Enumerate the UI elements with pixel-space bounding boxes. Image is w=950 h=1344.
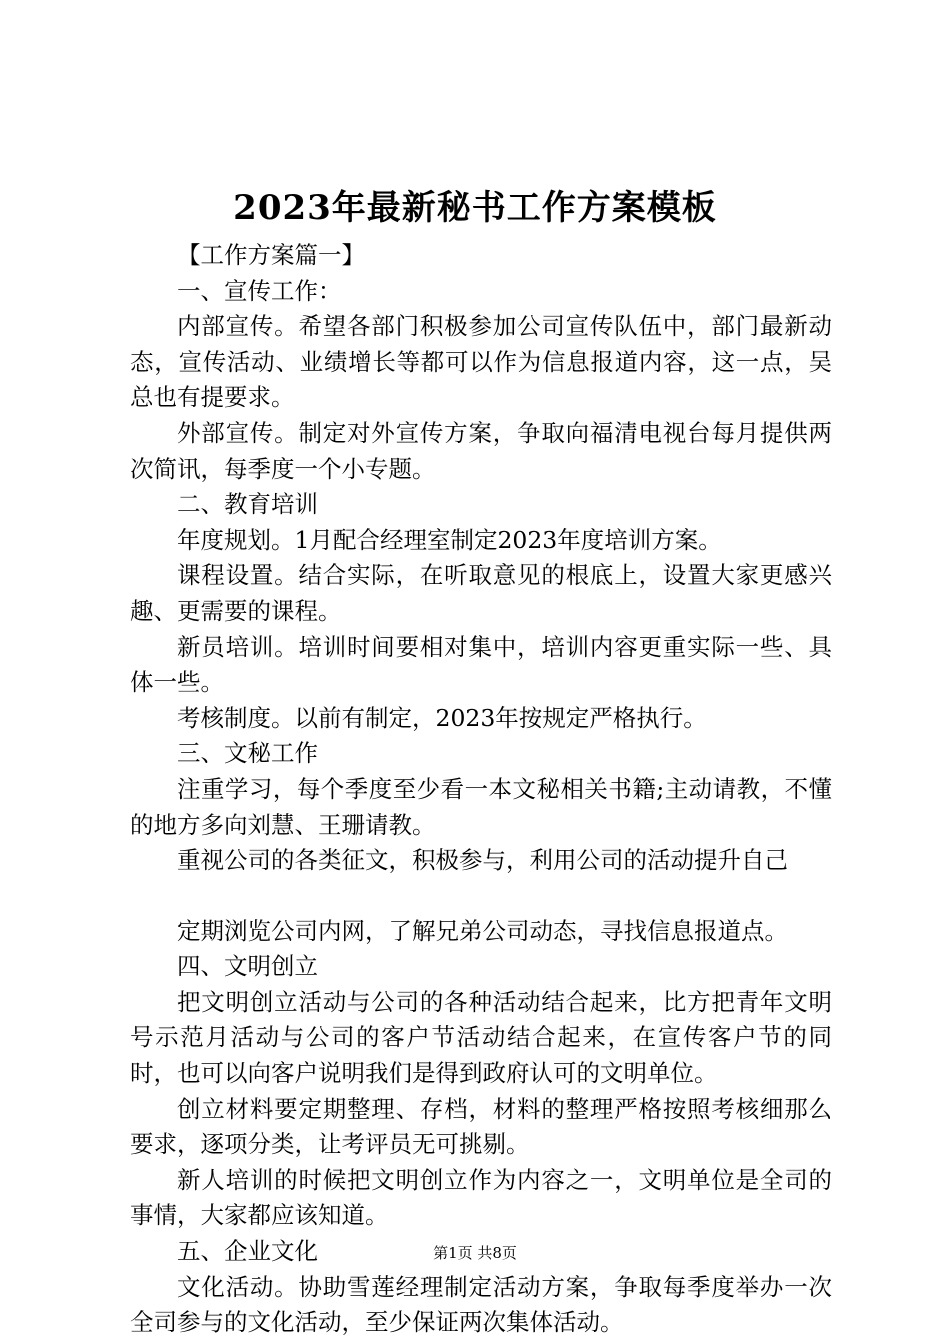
paragraph: 外部宣传。制定对外宣传方案，争取向福清电视台每月提供两次简讯，每季度一个小专题。 bbox=[130, 418, 832, 483]
paragraph: 创立材料要定期整理、存档，材料的整理严格按照考核细那么要求，逐项分类，让考评员无可挑剔。 bbox=[130, 1094, 832, 1159]
section-heading: 二、教育培训 bbox=[177, 490, 318, 519]
paragraph: 把文明创立活动与公司的各种活动结合起来，比方把青年文明号示范月活动与公司的客户节活动结合起来，在宣传客户节的同时，也可以向客户说明我们是得到政府认可的文明单位。 bbox=[130, 987, 832, 1088]
paragraph: 新员培训。培训时间要相对集中，培训内容更重实际一些、具体一些。 bbox=[130, 632, 832, 697]
section-label: 【工作方案篇一】 bbox=[177, 241, 365, 269]
paragraph: 重视公司的各类征文，积极参与，利用公司的活动提升自己 bbox=[177, 846, 788, 875]
paragraph: 定期浏览公司内网，了解兄弟公司动态，寻找信息报道点。 bbox=[177, 916, 788, 945]
document-title: 2023年最新秘书工作方案模板 bbox=[233, 188, 717, 228]
section-heading: 三、文秘工作 bbox=[177, 739, 318, 768]
document-body bbox=[130, 238, 832, 1341]
page-footer: 第1页 共8页 bbox=[433, 1244, 517, 1262]
section-heading: 五、企业文化 bbox=[177, 1237, 318, 1266]
section-heading: 一、宣传工作： bbox=[177, 276, 342, 305]
paragraph: 文化活动。协助雪莲经理制定活动方案，争取每季度举办一次全司参与的文化活动，至少保证两次集体活动。 bbox=[130, 1272, 832, 1337]
paragraph: 注重学习，每个季度至少看一本文秘相关书籍;主动请教，不懂的地方多向刘慧、王珊请教。 bbox=[130, 774, 832, 839]
paragraph: 年度规划。1月配合经理室制定2023年度培训方案。 bbox=[177, 525, 722, 554]
paragraph: 课程设置。结合实际，在听取意见的根底上，设置大家更感兴趣、更需要的课程。 bbox=[130, 561, 832, 625]
paragraph: 考核制度。以前有制定，2023年按规定严格执行。 bbox=[177, 703, 707, 732]
section-heading: 四、文明创立 bbox=[177, 952, 318, 981]
paragraph: 内部宣传。希望各部门积极参加公司宣传队伍中，部门最新动态，宣传活动、业绩增长等都可以作为信息报道内容，这一点，吴总也有提要求。 bbox=[130, 312, 832, 412]
paragraph: 新人培训的时候把文明创立作为内容之一，文明单位是全司的事情，大家都应该知道。 bbox=[130, 1165, 832, 1230]
